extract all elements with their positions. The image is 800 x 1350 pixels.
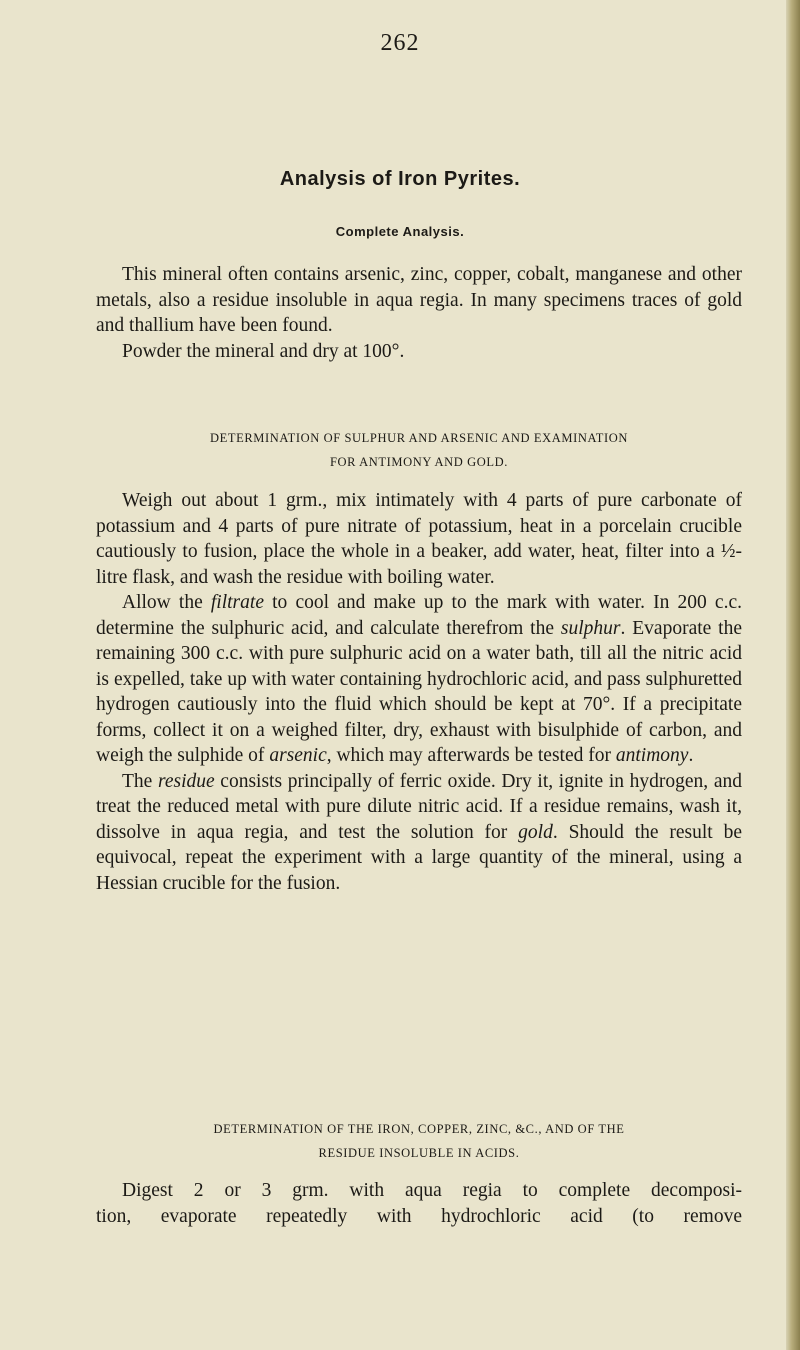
page-title: Analysis of Iron Pyrites.: [279, 168, 521, 190]
term-residue: residue: [157, 770, 215, 792]
section-heading-line: RESIDUE INSOLUBLE IN ACIDS.: [318, 1146, 520, 1160]
page-edge: [786, 0, 800, 1350]
text-run: Allow the: [122, 592, 211, 613]
term-arsenic: arsenic: [269, 745, 327, 766]
section-heading-line: DETERMINATION OF SULPHUR AND ARSENIC AND EXAMINATION: [209, 431, 629, 445]
section-heading-line: DETERMINATION OF THE IRON, COPPER, ZINC, &C., AND OF THE: [213, 1122, 625, 1136]
page-subtitle: Complete Analysis.: [335, 224, 465, 239]
sulphur-paragraph-residue: [96, 769, 742, 897]
term-gold: gold: [518, 821, 553, 843]
text-run: to cool and make up to the mark with water. In 200 c.c. determine the sulphuric acid, and calculate therefrom the: [96, 592, 742, 639]
iron-paragraph-line: tion, evaporate repeatedly with hydrochloric acid (to remove: [96, 1205, 742, 1227]
text-run: . Should the result be equivocal, repeat the experiment with a large quantity of the mineral, using a Hessian crucible for the fusion.: [96, 821, 742, 894]
section-heading-line: FOR ANTIMONY AND GOLD.: [329, 455, 509, 469]
term-sulphur: sulphur: [560, 617, 621, 639]
text-run: The: [122, 770, 158, 792]
sulphur-paragraph-filtrate: [96, 590, 742, 769]
page-number: 262: [380, 30, 420, 56]
text-run: .: [688, 745, 694, 766]
sulphur-paragraph-weigh: Weigh out about 1 grm., mix intimately with 4 parts of pure carbonate of potassium and 4 parts of pure nitrate of potassium, heat in a porcelain crucible cautiously to fusion, place the whole in a beaker, add water, heat, filter into a ½-litre flask, and wash the residue with boiling water.: [96, 490, 742, 588]
term-filtrate: filtrate: [210, 592, 264, 613]
sulphur-section-body: [96, 488, 742, 896]
text-run: . Evaporate the remaining 300 c.c. with pure sulphuric acid on a water bath, till all the nitric acid is expelled, take up with water containing hydrochloric acid, and pass sulphuretted hydrogen cautiously into the fluid which should be kept at 70°. If a precipitate forms, collect it on a weighed filter, dry, exhaust with bisulphide of carbon, and weigh the sulphide of: [96, 617, 742, 766]
section-heading-sulphur: [96, 426, 742, 474]
term-antimony: antimony: [615, 745, 689, 766]
iron-paragraph-line: Digest 2 or 3 grm. with aqua regia to complete decomposi-: [122, 1180, 742, 1201]
text-run: consists principally of ferric oxide. Dry it, ignite in hydrogen, and treat the reduced metal with pure dilute nitric acid. If a residue remains, wash it, dissolve in aqua regia, and test the solution for: [96, 770, 742, 843]
text-run: , which may afterwards be tested for: [326, 745, 616, 766]
iron-section-body: [96, 1178, 742, 1229]
intro-paragraph: This mineral often contains arsenic, zinc, copper, cobalt, manganese and other metals, also a residue insoluble in aqua regia. In many specimens traces of gold and thallium have been found.: [96, 264, 742, 336]
section-heading-iron: [96, 1117, 742, 1165]
intro-paragraph-powder: Powder the mineral and dry at 100°.: [122, 340, 405, 362]
intro-section: [96, 262, 742, 364]
